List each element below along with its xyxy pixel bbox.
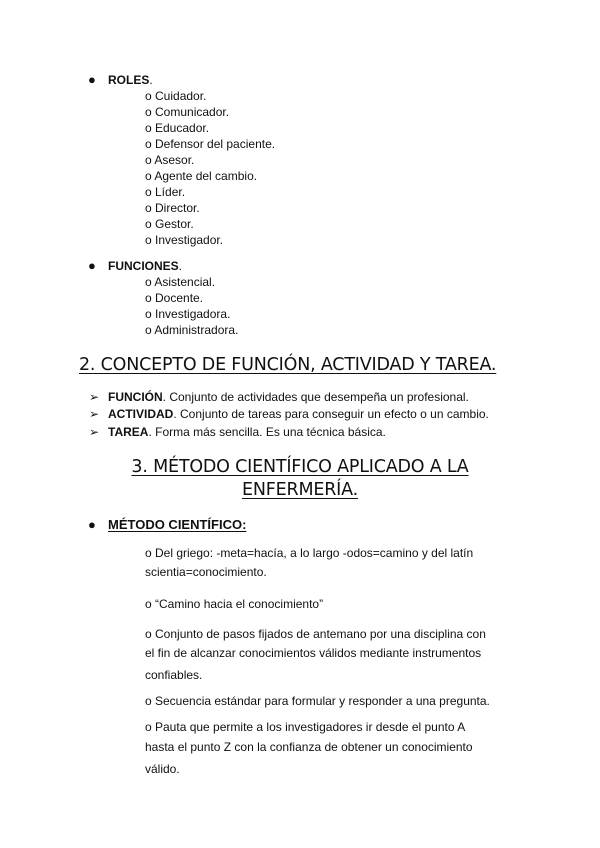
definition-text: . Conjunto de actividades que desempeña un profesional. <box>162 390 469 404</box>
funciones-item: o Investigadora. <box>145 307 231 321</box>
definition-text: . Conjunto de tareas para conseguir un efecto o un cambio. <box>173 407 489 421</box>
metodo-point-line: válido. <box>145 762 180 776</box>
funciones-item: o Asistencial. <box>145 275 216 289</box>
funciones-title: FUNCIONES <box>108 259 179 273</box>
roles-heading <box>108 73 153 87</box>
roles-item: o Director. <box>145 201 200 215</box>
section-3-heading-line-1: 3. MÉTODO CIENTÍFICO APLICADO A LA <box>131 457 469 477</box>
metodo-point-line: o “Camino hacia el conocimiento” <box>145 597 324 611</box>
funciones-bullet: ● <box>88 258 96 273</box>
section-2-heading: 2. CONCEPTO DE FUNCIÓN, ACTIVIDAD Y TAREA. <box>79 355 497 375</box>
metodo-point-line: el fin de alcanzar conocimientos válidos mediante instrumentos <box>145 646 482 660</box>
metodo-point-line: o Del griego: -meta=hacía, a lo largo -odos=camino y del latín <box>145 546 474 560</box>
term-tarea: TAREA <box>108 425 149 439</box>
metodo-subtitle: MÉTODO CIENTÍFICO: <box>108 517 247 532</box>
funciones-punct: . <box>178 259 183 273</box>
metodo-point-line: confiables. <box>145 668 203 682</box>
roles-bullet: ● <box>88 72 96 87</box>
definition-actividad <box>108 407 489 421</box>
metodo-point-line: o Pauta que permite a los investigadores ir desde el punto A <box>145 720 466 734</box>
roles-item: o Líder. <box>145 185 186 199</box>
roles-item: o Defensor del paciente. <box>145 137 276 151</box>
roles-punct: . <box>149 73 153 87</box>
metodo-point-line: scientia=conocimiento. <box>145 565 267 579</box>
section-3-heading-line-2: ENFERMERÍA. <box>242 480 358 500</box>
definition-text: . Forma más sencilla. Es una técnica básica. <box>148 425 386 439</box>
roles-item: o Asesor. <box>145 153 195 167</box>
definition-funcion <box>108 390 469 404</box>
metodo-bullet: ● <box>88 517 96 532</box>
arrow-bullet-icon: ➢ <box>89 390 100 404</box>
roles-item: o Comunicador. <box>145 105 230 119</box>
arrow-bullet-icon: ➢ <box>89 425 100 439</box>
roles-title: ROLES <box>108 73 150 87</box>
metodo-point-line: o Conjunto de pasos fijados de antemano por una disciplina con <box>145 627 486 641</box>
arrow-bullet-icon: ➢ <box>89 407 100 421</box>
roles-item: o Cuidador. <box>145 89 207 103</box>
roles-item: o Investigador. <box>145 233 224 247</box>
roles-item: o Educador. <box>145 121 210 135</box>
metodo-point-line: o Secuencia estándar para formular y responder a una pregunta. <box>145 694 490 708</box>
funciones-item: o Docente. <box>145 291 204 305</box>
roles-item: o Gestor. <box>145 217 194 231</box>
roles-item: o Agente del cambio. <box>145 169 258 183</box>
definition-tarea <box>108 425 386 439</box>
term-actividad: ACTIVIDAD <box>108 407 174 421</box>
term-funcion: FUNCIÓN <box>108 390 163 404</box>
funciones-heading <box>108 259 182 273</box>
funciones-item: o Administradora. <box>145 323 239 337</box>
metodo-point-line: hasta el punto Z con la confianza de obtener un conocimiento <box>145 740 473 754</box>
